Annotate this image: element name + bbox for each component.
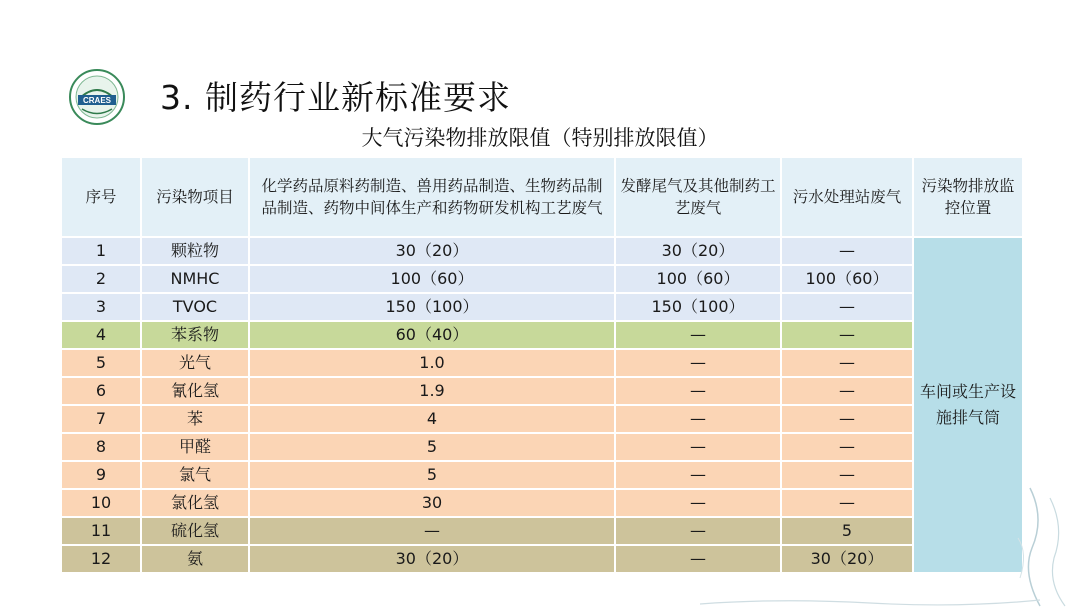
cell-item: 硫化氢 xyxy=(141,517,249,545)
cell-fermentation-limit: — xyxy=(615,405,781,433)
table-row xyxy=(61,265,1023,293)
table-row xyxy=(61,405,1023,433)
cell-monitor-location: 车间或生产设施排气筒 xyxy=(913,237,1023,573)
col-header-monitor-location: 污染物排放监控位置 xyxy=(913,157,1023,237)
decorative-lines xyxy=(700,594,1040,608)
cell-pharma-limit: 30（20） xyxy=(249,237,615,265)
table-header-row xyxy=(61,157,1023,237)
col-header-no: 序号 xyxy=(61,157,141,237)
cell-pharma-limit: 30（20） xyxy=(249,545,615,573)
cell-item: 甲醛 xyxy=(141,433,249,461)
table-row xyxy=(61,489,1023,517)
cell-wastewater-limit: — xyxy=(781,377,913,405)
cell-wastewater-limit: — xyxy=(781,349,913,377)
cell-item: 光气 xyxy=(141,349,249,377)
table-row xyxy=(61,517,1023,545)
table-row xyxy=(61,545,1023,573)
table-row xyxy=(61,293,1023,321)
cell-fermentation-limit: — xyxy=(615,377,781,405)
cell-item: 氯化氢 xyxy=(141,489,249,517)
cell-no: 5 xyxy=(61,349,141,377)
cell-no: 8 xyxy=(61,433,141,461)
table-row xyxy=(61,377,1023,405)
cell-no: 2 xyxy=(61,265,141,293)
cell-wastewater-limit: — xyxy=(781,489,913,517)
table-row xyxy=(61,433,1023,461)
col-header-pharma-process: 化学药品原料药制造、兽用药品制造、生物药品制品制造、药物中间体生产和药物研发机构工艺废气 xyxy=(249,157,615,237)
cell-wastewater-limit: — xyxy=(781,237,913,265)
table-title: 大气污染物排放限值（特别排放限值） xyxy=(361,126,719,150)
slide-title: 3. 制药行业新标准要求 xyxy=(160,78,511,117)
cell-fermentation-limit: — xyxy=(615,461,781,489)
cell-pharma-limit: 30 xyxy=(249,489,615,517)
cell-wastewater-limit: — xyxy=(781,405,913,433)
cell-pharma-limit: 150（100） xyxy=(249,293,615,321)
cell-fermentation-limit: — xyxy=(615,321,781,349)
decorative-sketch xyxy=(1010,478,1080,608)
cell-wastewater-limit: — xyxy=(781,293,913,321)
cell-fermentation-limit: — xyxy=(615,349,781,377)
cell-fermentation-limit: 150（100） xyxy=(615,293,781,321)
cell-pharma-limit: 100（60） xyxy=(249,265,615,293)
cell-fermentation-limit: — xyxy=(615,545,781,573)
emission-limits-table xyxy=(60,156,1024,574)
cell-no: 9 xyxy=(61,461,141,489)
cell-wastewater-limit: — xyxy=(781,433,913,461)
table-row xyxy=(61,461,1023,489)
cell-no: 1 xyxy=(61,237,141,265)
cell-no: 4 xyxy=(61,321,141,349)
table-row xyxy=(61,349,1023,377)
cell-no: 3 xyxy=(61,293,141,321)
cell-no: 12 xyxy=(61,545,141,573)
col-header-wastewater: 污水处理站废气 xyxy=(781,157,913,237)
cell-item: 苯系物 xyxy=(141,321,249,349)
cell-pharma-limit: 5 xyxy=(249,461,615,489)
cell-item: 氯气 xyxy=(141,461,249,489)
cell-item: 氨 xyxy=(141,545,249,573)
cell-fermentation-limit: — xyxy=(615,489,781,517)
col-header-item: 污染物项目 xyxy=(141,157,249,237)
cell-wastewater-limit: 100（60） xyxy=(781,265,913,293)
cell-pharma-limit: 1.0 xyxy=(249,349,615,377)
craes-logo xyxy=(68,68,126,126)
cell-fermentation-limit: — xyxy=(615,433,781,461)
cell-fermentation-limit: — xyxy=(615,517,781,545)
cell-no: 10 xyxy=(61,489,141,517)
cell-pharma-limit: 60（40） xyxy=(249,321,615,349)
cell-item: 苯 xyxy=(141,405,249,433)
cell-wastewater-limit: 30（20） xyxy=(781,545,913,573)
table-row xyxy=(61,237,1023,265)
cell-pharma-limit: 4 xyxy=(249,405,615,433)
cell-pharma-limit: 5 xyxy=(249,433,615,461)
cell-wastewater-limit: 5 xyxy=(781,517,913,545)
cell-no: 11 xyxy=(61,517,141,545)
cell-item: TVOC xyxy=(141,293,249,321)
table-row xyxy=(61,321,1023,349)
cell-pharma-limit: 1.9 xyxy=(249,377,615,405)
logo-text: CRAES xyxy=(82,96,112,105)
cell-wastewater-limit: — xyxy=(781,461,913,489)
cell-no: 6 xyxy=(61,377,141,405)
cell-wastewater-limit: — xyxy=(781,321,913,349)
cell-item: 颗粒物 xyxy=(141,237,249,265)
cell-no: 7 xyxy=(61,405,141,433)
cell-fermentation-limit: 100（60） xyxy=(615,265,781,293)
cell-pharma-limit: — xyxy=(249,517,615,545)
cell-item: NMHC xyxy=(141,265,249,293)
cell-item: 氰化氢 xyxy=(141,377,249,405)
cell-fermentation-limit: 30（20） xyxy=(615,237,781,265)
col-header-fermentation: 发酵尾气及其他制药工艺废气 xyxy=(615,157,781,237)
